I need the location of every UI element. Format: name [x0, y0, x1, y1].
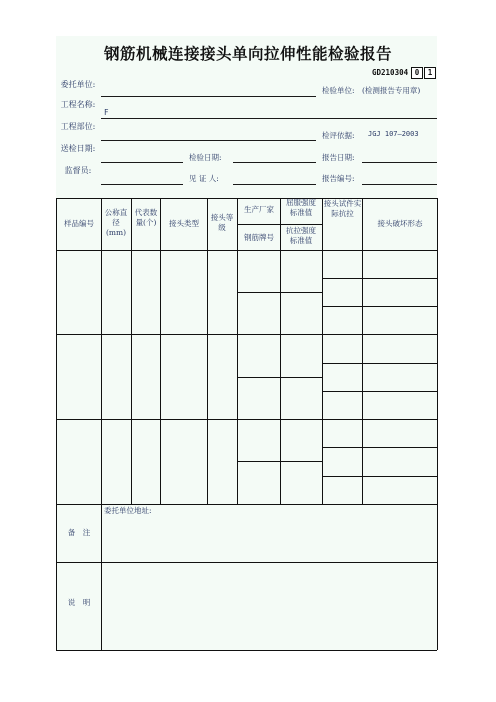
header-manufacturer: 生产厂家 [244, 205, 274, 214]
group-divider-2 [56, 419, 437, 420]
header-tensile-std: 抗拉强度标准值 [286, 226, 316, 245]
table-left-border [56, 198, 57, 650]
remarks-label: 备 注 [67, 528, 91, 537]
code-box-1: 0 [411, 67, 423, 79]
client-address-label: 委托单位地址: [104, 506, 152, 515]
basis-label: 检评依据: [322, 131, 355, 140]
g2-row2 [322, 391, 437, 392]
supervisor-label: 监督员: [64, 166, 92, 175]
report-no-field[interactable] [362, 184, 437, 185]
form-code: GD210304 [372, 68, 409, 77]
table-header-bottom [56, 250, 437, 251]
col-line-7 [322, 198, 323, 504]
g1-row2 [322, 306, 437, 307]
table-body-bottom [56, 504, 437, 505]
test-unit-value: (检测报告专用章) [362, 86, 421, 95]
col-line-5 [237, 198, 238, 504]
header-steel-grade: 钢筋牌号 [244, 233, 274, 242]
project-part-label: 工程部位: [60, 122, 96, 131]
notes-label: 说 明 [67, 598, 91, 607]
col-line-2 [131, 198, 132, 504]
project-name-value: F [104, 108, 109, 117]
header-joint-type: 接头类型 [169, 219, 199, 228]
test-date-field[interactable] [233, 162, 316, 163]
g2-row1 [322, 363, 437, 364]
notes-bottom [56, 650, 437, 651]
project-name-label: 工程名称: [60, 100, 96, 109]
send-date-label: 送检日期: [60, 144, 96, 153]
witness-field[interactable] [233, 184, 316, 185]
g3-row2 [322, 476, 437, 477]
col-line-8 [362, 198, 363, 504]
send-date-field[interactable] [101, 162, 183, 163]
header-joint-grade: 接头等级 [210, 213, 234, 232]
group-divider-1 [56, 334, 437, 335]
witness-label: 见 证 人: [189, 174, 219, 183]
header-diameter: 公称直径(mm) [104, 208, 128, 237]
header-yield-std: 屈服强度标准值 [286, 198, 316, 217]
basis-value: JGJ 107—2003 [368, 130, 419, 138]
header-quantity: 代表数量(个) [134, 208, 158, 227]
header-sample-no: 样品编号 [64, 219, 94, 228]
table-right-border [437, 198, 438, 650]
col-line-1 [101, 198, 102, 504]
client-unit-label: 委托单位: [60, 80, 96, 89]
remarks-bottom [56, 562, 437, 563]
test-unit-label: 检验单位: [322, 86, 355, 95]
report-title: 钢筋机械连接接头单向拉伸性能检验报告 [103, 45, 392, 63]
report-date-field[interactable] [362, 162, 437, 163]
header-actual-tensile: 接头试件实际抗拉 [323, 199, 362, 218]
g3-row1 [322, 447, 437, 448]
report-no-label: 报告编号: [322, 174, 355, 183]
test-date-label: 检验日期: [189, 153, 222, 162]
report-date-label: 报告日期: [322, 153, 355, 162]
header-failure-mode: 接头破坏形态 [377, 219, 423, 228]
col-line-3 [160, 198, 161, 504]
table-top-border [56, 198, 437, 199]
code-box-2: 1 [424, 67, 436, 79]
col-line-4 [207, 198, 208, 504]
report-sheet [56, 36, 437, 650]
col-line-6 [280, 198, 281, 504]
project-name-field[interactable] [101, 118, 437, 119]
supervisor-field[interactable] [101, 184, 183, 185]
client-unit-field[interactable] [101, 96, 316, 97]
remarks-col-line [101, 504, 102, 650]
header-mid-line-b [280, 224, 322, 225]
project-part-field[interactable] [101, 140, 316, 141]
g1-row1 [322, 278, 437, 279]
